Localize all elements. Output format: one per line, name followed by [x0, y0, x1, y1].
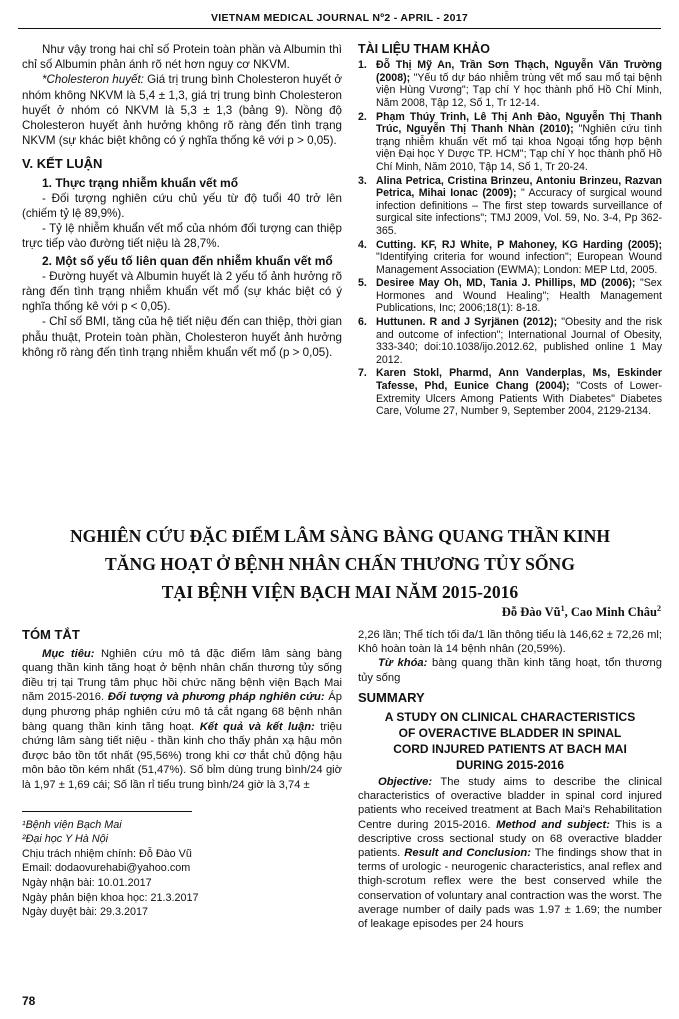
en-title-line-3: CORD INJURED PATIENTS AT BACH MAI — [393, 742, 627, 757]
author-1: Đỗ Đào Vũ — [501, 605, 561, 620]
author-2-affil: 2 — [657, 604, 661, 613]
reference-text — [376, 277, 662, 315]
reference-authors: Desiree May Oh, MD, Tania J. Phillips, MD (2006); — [376, 277, 636, 290]
keywords-label: Từ khóa: — [378, 657, 428, 670]
reference-item — [358, 316, 662, 366]
references-heading: TÀI LIỆU THAM KHẢO — [358, 42, 490, 56]
reference-item — [358, 239, 662, 277]
reference-citation: "Costs of Lower-Extremity Ulcers Among Patients With Diabetes" Diabetes Care, Volume 27, Number 9, September 2004, 2129-2134. — [376, 380, 663, 418]
left-top-column — [22, 42, 342, 360]
english-title — [358, 709, 662, 773]
references-list — [358, 59, 662, 418]
reference-number: 7. — [358, 367, 367, 380]
footnote-affil-2: ²Đại học Y Hà Nội — [22, 833, 109, 846]
reference-citation: "Yếu tố dự báo nhiễm trùng vết mổ sau mổ tại bệnh viện Hùng Vương"; Tạp chí Y học thành phố Hồ Chí Minh, Năm 2008, Tập 12, Số 1, Tr 12-14. — [376, 71, 662, 109]
paragraph-cholesterol — [22, 72, 342, 148]
reference-item — [358, 277, 662, 315]
summary-body — [358, 775, 662, 931]
footnote-affil-1: ¹Bệnh viện Bạch Mai — [22, 818, 122, 831]
summary-method-label: Method and subject: — [496, 818, 610, 831]
reference-item — [358, 59, 662, 109]
conclusion-sub2: 2. Một số yếu tố liên quan đến nhiễm khuẩn vết mổ — [42, 253, 333, 268]
reference-number: 1. — [358, 59, 367, 72]
reference-number: 3. — [358, 174, 367, 187]
reference-text — [376, 367, 662, 417]
reference-authors: Huttunen. R and J Syrjänen (2012); — [376, 316, 558, 329]
conclusion-bullet1: - Đối tượng nghiên cứu chủ yếu từ độ tuổi 40 trở lên (chiếm tỷ lệ 89,9%). — [22, 191, 342, 221]
conclusion-bullet2: - Tỷ lệ nhiễm khuẩn vết mổ của nhóm đối tượng can thiệp trực tiếp vào đường tiết niệu là 28,7%. — [22, 222, 342, 251]
authors — [502, 604, 661, 620]
abstract-heading: TÓM TẮT — [22, 627, 80, 642]
reference-text — [376, 111, 662, 174]
footnote-reviewed: Ngày phản biện khoa học: 21.3.2017 — [22, 891, 199, 904]
reference-authors: Phạm Thúy Trinh, Lê Thị Anh Đào, Nguyễn Thị Thanh Trúc, Nguyễn Thị Thanh Nhàn (2010); — [376, 110, 662, 136]
title-line-2: TĂNG HOẠT Ở BỆNH NHÂN CHẤN THƯƠNG TỦY SỐNG — [105, 554, 575, 574]
reference-number: 5. — [358, 277, 367, 290]
reference-authors: Alina Petrica, Cristina Brinzeu, Antoniu Brinzeu, Razvan Petrica, Mihai Ionac (2009); — [376, 174, 662, 200]
reference-citation: "Obesity and the risk and outcome of infection"; International Journal of Obesity, 333-340; doi:10.1038/ijo.2012.62, published online 1 May 2012. — [376, 316, 663, 366]
author-1-affil: 1 — [560, 604, 565, 613]
reference-authors: Karen Stokl, Pharmd, Ann Vanderplas, Ms, Eskinder Tafesse, Phd, Eunice Chang (2004); — [376, 367, 662, 393]
title-line-3: TẠI BỆNH VIỆN BẠCH MAI NĂM 2015-2016 — [161, 582, 519, 602]
en-title-line-1: A STUDY ON CLINICAL CHARACTERISTICS — [384, 710, 636, 725]
paragraph-protein: Như vậy trong hai chỉ số Protein toàn phần và Albumin thì chỉ số Albumin phản ánh rõ nét hơn nguy cơ NKVM. — [22, 43, 342, 72]
footnotes — [22, 818, 342, 920]
reference-citation: "Nghiên cứu tình trạng nhiễm khuẩn vết mổ tại khoa Ngoại tổng hợp bệnh viện Đại học Y Dược TP. HCM"; Tạp chí Y học thành phố Hồ Chí Minh, Năm 2010, Tập 14, Số 1, Tr 20-24. — [376, 123, 662, 173]
reference-item — [358, 367, 662, 417]
title-line-1: NGHIÊN CỨU ĐẶC ĐIỂM LÂM SÀNG BÀNG QUANG THẦN KINH — [69, 526, 611, 546]
author-separator: , — [564, 605, 571, 620]
keywords-text: bàng quang thần kinh tăng hoạt, tổn thương tủy sống — [358, 657, 662, 684]
en-title-line-2: OF OVERACTIVE BLADDER IN SPINAL — [398, 726, 622, 741]
footnote-rule — [22, 811, 192, 812]
en-title-line-4: DURING 2015-2016 — [455, 758, 565, 773]
reference-text — [376, 175, 662, 238]
summary-objective-text: The study aims to describe the clinical characteristics of overactive bladder in spinal cord injured patients who received treatment at Bach Mai's Rehabilitation Centre during 2015-2016. — [358, 776, 662, 831]
result-text: triệu chứng lâm sàng tiết niệu - thần kinh cho thấy phản xạ hậu môn được bảo tồn tốt nhất (95,56%) trong khi cơ thắt chủ động hậu môn bảo tồn kém nhất (51,47%). Số bỉm dùng trung bình/24 giờ là 1,97 ± 1,69 cái; Số lần rỉ tiểu trung bình/24 giờ là 3,74 ± — [22, 720, 343, 791]
cholesterol-label: *Cholesteron huyết: — [42, 73, 144, 87]
method-label: Đối tượng và phương pháp nghiên cứu: — [107, 691, 325, 704]
summary-result-text: The findings show that in terms of urologic - neurogenic characteristics, anal reflex and thigh-scrotum reflex were the best conserved while the conservation of voluntary anal contraction was the worst. The average number of daily pads was 1.97 ± 1.69; the number of leakage episodes per 24 hours — [358, 847, 662, 931]
conclusion-sub1: 1. Thực trạng nhiễm khuẩn vết mổ — [42, 175, 239, 190]
reference-item — [358, 175, 662, 238]
footnote-received: Ngày nhận bài: 10.01.2017 — [22, 876, 152, 889]
reference-text — [376, 59, 662, 109]
reference-text — [376, 316, 662, 366]
summary-result-label: Result and Conclusion: — [404, 847, 531, 860]
reference-number: 6. — [358, 316, 367, 329]
reference-citation: " Accuracy of surgical wound infection definitions – The first step towards surveillance of surgical site infections"; TMJ 2009, Vol. 59, No. 3-4, Pp 362-365. — [376, 187, 662, 237]
references-column — [358, 42, 662, 419]
summary-method-text: This is a descriptive cross sectional study on 68 overactive bladder patients. — [358, 818, 662, 860]
method-text: Áp dụng phương pháp nghiên cứu mô tả cắt ngang 68 bệnh nhân bàng quang thần kinh tăng hoạt. — [22, 691, 342, 733]
page-number: 78 — [22, 994, 36, 1008]
reference-authors: Cutting. KF, RJ White, P Mahoney, KG Harding (2005); — [376, 238, 662, 251]
footnote-responsible: Chịu trách nhiệm chính: Đỗ Đào Vũ — [22, 847, 192, 860]
header-rule — [18, 28, 661, 29]
reference-number: 2. — [358, 110, 367, 123]
summary-objective-label: Objective: — [378, 776, 433, 789]
conclusion-heading: V. KẾT LUẬN — [22, 156, 103, 172]
author-2: Cao Minh Châu — [570, 605, 657, 620]
abstract-continuation: 2,26 lần; Thể tích tối đa/1 lần thông tiểu là 146,62 ± 72,26 ml; Khô hoàn toàn là 14 bệnh nhân (20,59%). — [358, 629, 662, 656]
keywords — [358, 656, 662, 684]
footnote-accepted: Ngày duyệt bài: 29.3.2017 — [22, 906, 149, 919]
conclusion-bullet4: - Chỉ số BMI, tăng của hệ tiết niệu đến can thiệp, thời gian phẫu thuật, Protein toàn phần, Cholesteron huyết ảnh hưởng không rõ ràng đến tình trạng nhiễm khuẩn vết mổ (p > 0,05). — [22, 315, 342, 359]
reference-citation: "Sex Hormones and Wound Healing"; Health Management Publications, Inc; 2006;18(1): 8-18. — [376, 277, 662, 315]
article-title — [40, 522, 640, 606]
footnote-email: Email: dodaovurehabi@yahoo.com — [22, 862, 191, 875]
objective-label: Mục tiêu: — [42, 647, 95, 660]
reference-text — [376, 239, 662, 277]
summary-heading: SUMMARY — [358, 689, 425, 705]
reference-authors: Đỗ Thị Mỹ An, Trần Sơn Thạch, Nguyễn Văn Trường (2008); — [376, 59, 662, 84]
objective-text: Nghiên cứu mô tả đặc điểm lâm sàng bàng quang thần kinh tăng hoạt ở bệnh nhân chấn thương tủy sống điều trị tại Trung tâm phục hồi chức năng bệnh viện Bạch Mai năm 2015-2016. — [22, 647, 342, 704]
summary-column — [358, 628, 662, 931]
reference-item — [358, 111, 662, 174]
reference-number: 4. — [358, 238, 367, 251]
journal-header: VIETNAM MEDICAL JOURNAL Nº2 - APRIL - 2017 — [210, 12, 468, 24]
conclusion-bullet3: - Đường huyết và Albumin huyết là 2 yếu tố ảnh hưởng rõ ràng đến tình trạng nhiễm khuẩn vết mổ (sự khác biệt có ý nghĩa thống kê với p < 0,05). — [22, 269, 342, 314]
cholesterol-text: Giá trị trung bình Cholesteron huyết ở nhóm không NKVM là 5,4 ± 1,3, giá trị trung bình Cholesteron huyết ở nhóm có NKVM là 5,3 ± 1,3 (bảng 9). Nồng độ Cholesteron huyết ảnh hưởng không rõ ràng đến tình trạng NKVM (sự khác biệt không có ý nghĩa thống kê với p > 0,05). — [22, 73, 342, 148]
result-label: Kết quả và kết luận: — [199, 720, 315, 733]
reference-citation: "Identifying criteria for wound infection"; European Wound Management Association (EWMA); London: MEP Ltd, 2005. — [376, 251, 662, 276]
abstract-vn-column — [22, 628, 342, 920]
abstract-body — [22, 647, 342, 793]
